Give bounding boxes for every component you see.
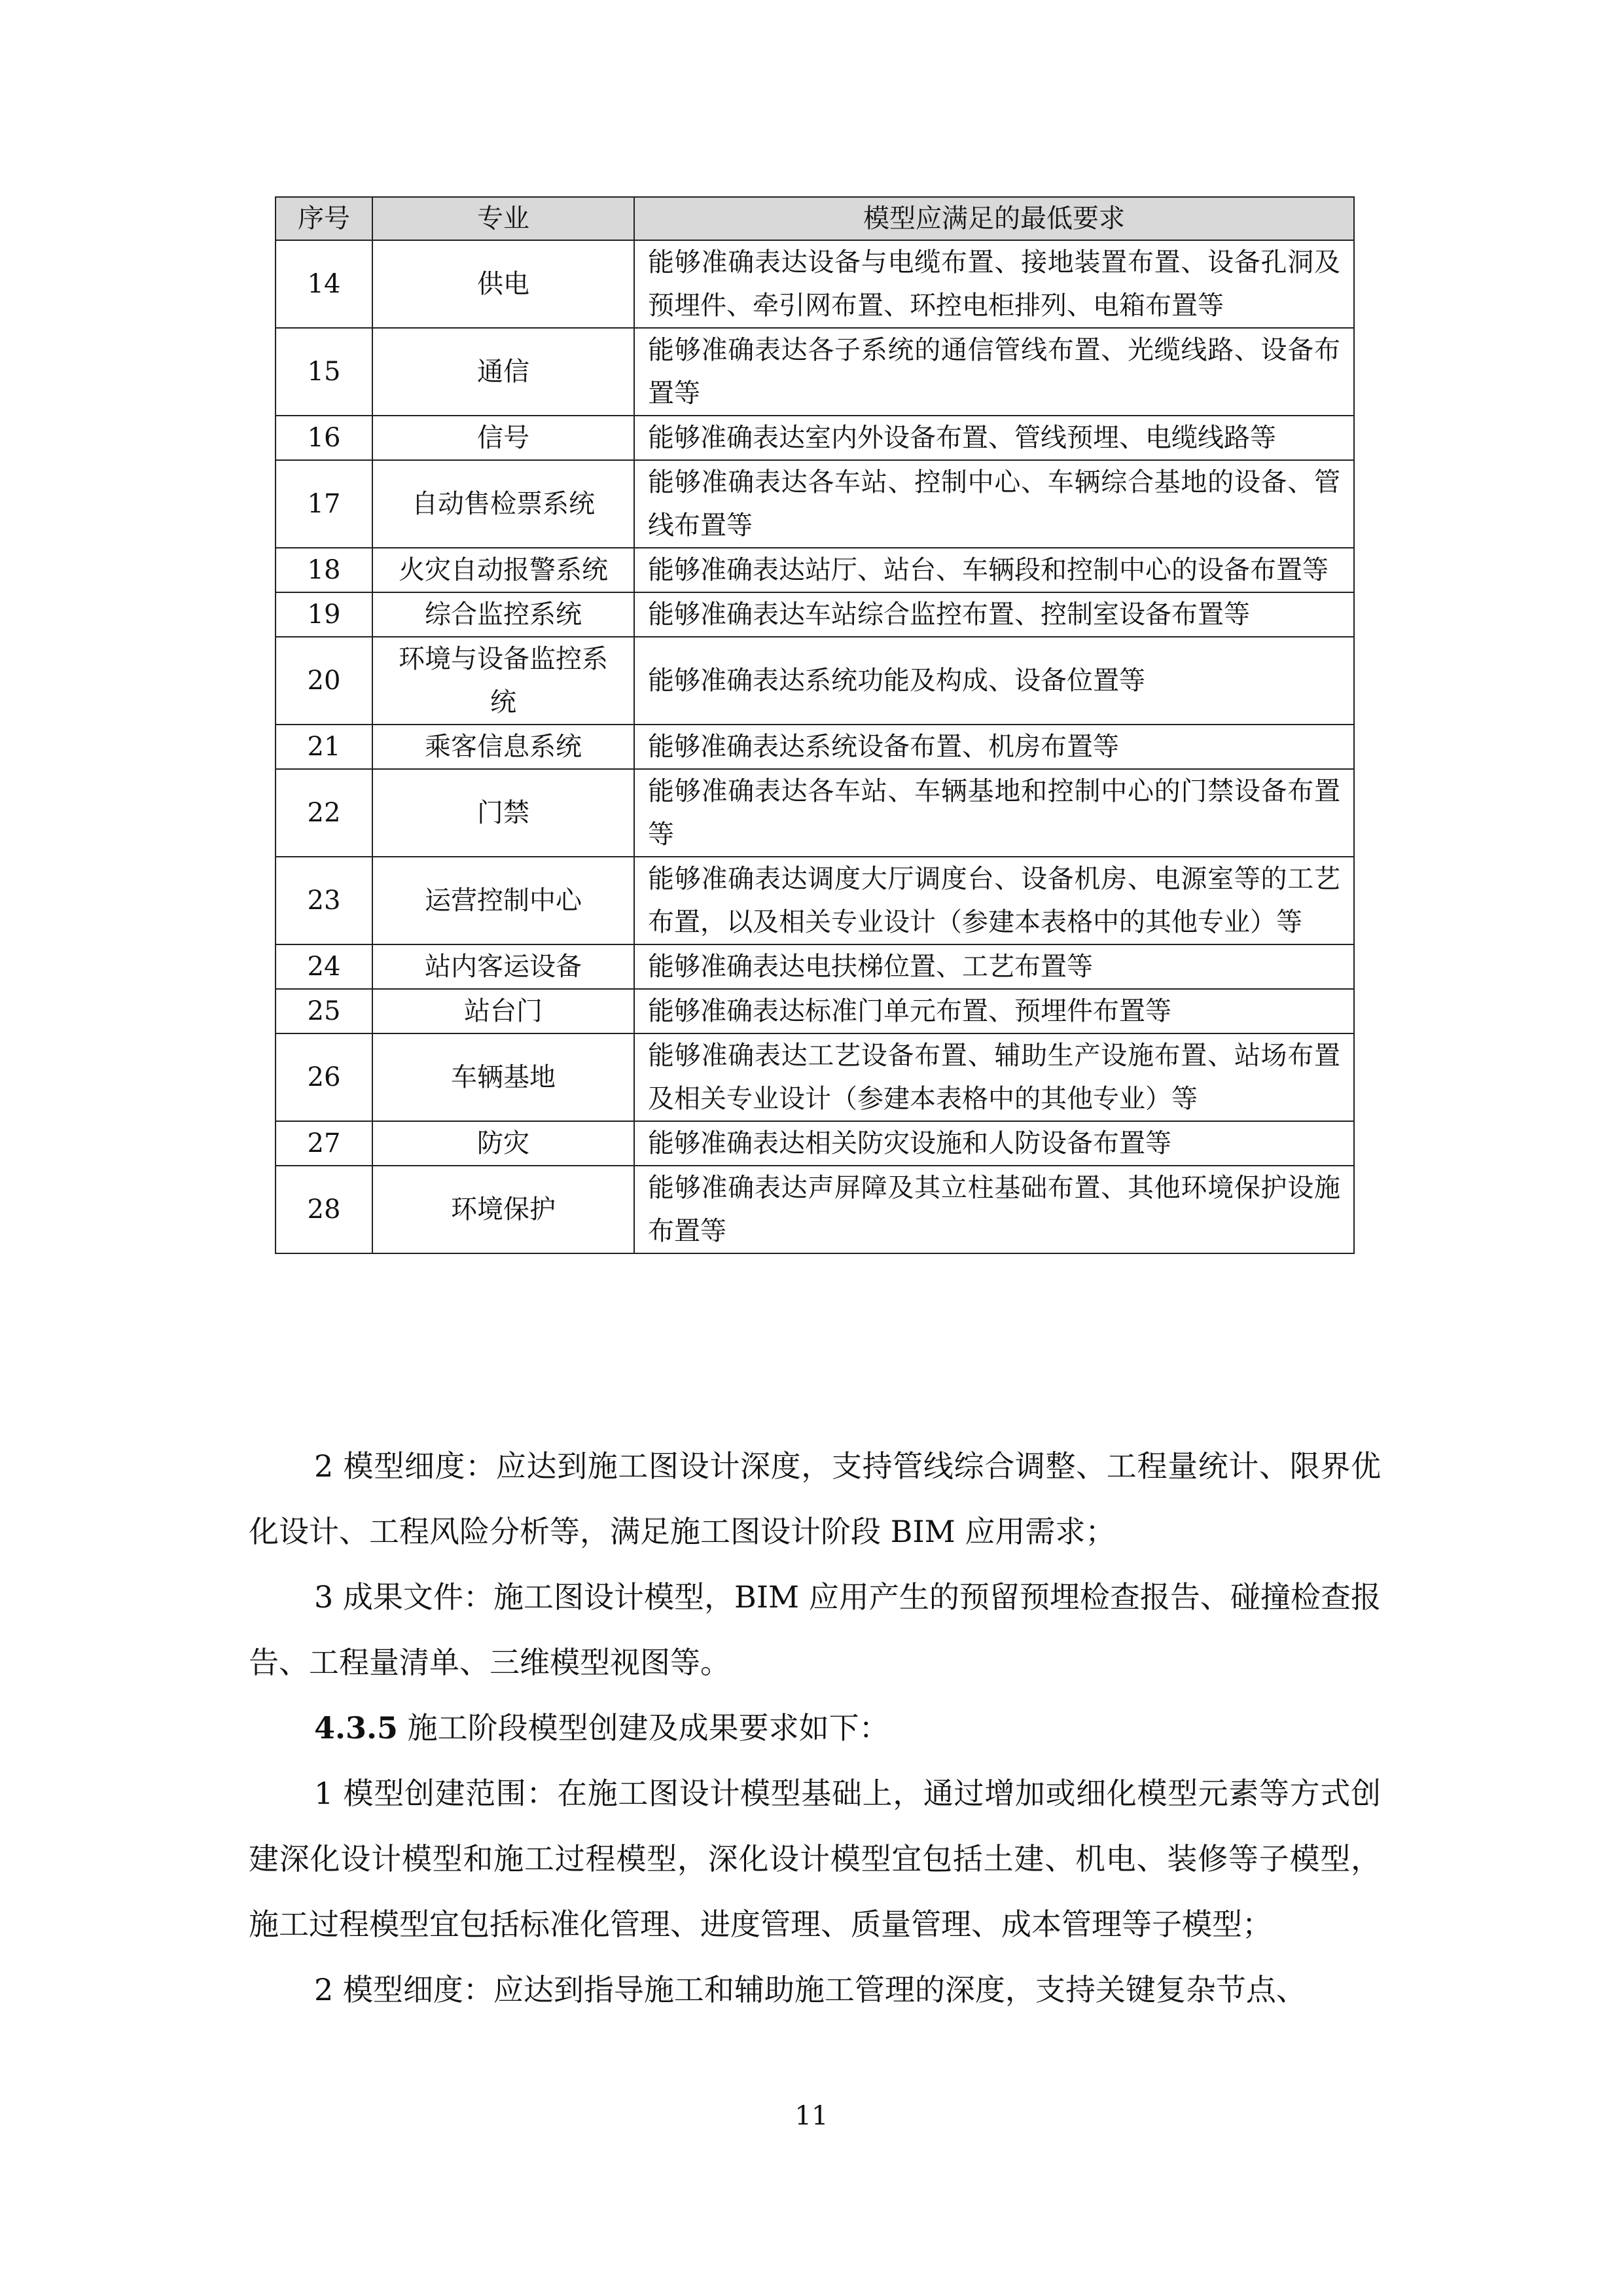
specialty-cell: 综合监控系统 [372,592,634,637]
serial-cell: 26 [276,1033,372,1121]
table-row [276,328,1354,416]
table-row [276,1033,1354,1121]
requirement-cell: 能够准确表达调度大厅调度台、设备机房、电源室等的工艺布置，以及相关专业设计（参建本表格中的其他专业）等 [634,857,1354,944]
requirement-cell: 能够准确表达各子系统的通信管线布置、光缆线路、设备布置等 [634,328,1354,416]
specialty-cell: 环境保护 [372,1166,634,1253]
specialty-cell: 供电 [372,240,634,328]
requirement-cell: 能够准确表达电扶梯位置、工艺布置等 [634,944,1354,989]
section-title: 施工阶段模型创建及成果要求如下： [398,1710,889,1746]
paragraph-section-4-3-5 [249,1695,1381,1761]
requirement-cell: 能够准确表达标准门单元布置、预埋件布置等 [634,989,1354,1033]
requirement-cell: 能够准确表达各车站、控制中心、车辆综合基地的设备、管线布置等 [634,460,1354,548]
section-number: 4.3.5 [314,1710,399,1746]
serial-cell: 25 [276,989,372,1033]
specialty-cell: 防灾 [372,1121,634,1166]
requirement-cell: 能够准确表达设备与电缆布置、接地装置布置、设备孔洞及预埋件、牵引网布置、环控电柜排列、电箱布置等 [634,240,1354,328]
requirement-cell: 能够准确表达站厅、站台、车辆段和控制中心的设备布置等 [634,548,1354,592]
specialty-cell: 乘客信息系统 [372,725,634,769]
table-row [276,769,1354,857]
table-row [276,637,1354,725]
table-row [276,944,1354,989]
serial-cell: 24 [276,944,372,989]
table-header [276,197,1354,240]
header-requirement: 模型应满足的最低要求 [634,197,1354,240]
table-row [276,857,1354,944]
table-row [276,1121,1354,1166]
serial-cell: 15 [276,328,372,416]
requirement-cell: 能够准确表达系统设备布置、机房布置等 [634,725,1354,769]
paragraph-deliverables: 3 成果文件：施工图设计模型，BIM 应用产生的预留预埋检查报告、碰撞检查报告、工程量清单、三维模型视图等。 [249,1579,1381,1680]
table-row [276,989,1354,1033]
requirements-table [275,196,1355,1254]
paragraph-model-scope: 1 模型创建范围：在施工图设计模型基础上，通过增加或细化模型元素等方式创建深化设计模型和施工过程模型，深化设计模型宜包括土建、机电、装修等子模型，施工过程模型宜包括标准化管理、进度管理、质量管理、成本管理等子模型； [249,1776,1381,1942]
header-serial: 序号 [276,197,372,240]
header-specialty: 专业 [372,197,634,240]
serial-cell: 22 [276,769,372,857]
serial-cell: 19 [276,592,372,637]
specialty-cell: 信号 [372,416,634,460]
specialty-cell: 运营控制中心 [372,857,634,944]
serial-cell: 16 [276,416,372,460]
requirement-cell: 能够准确表达室内外设备布置、管线预埋、电缆线路等 [634,416,1354,460]
specialty-cell: 通信 [372,328,634,416]
serial-cell: 14 [276,240,372,328]
specialty-cell: 站内客运设备 [372,944,634,989]
serial-cell: 28 [276,1166,372,1253]
table-row [276,725,1354,769]
requirement-cell: 能够准确表达相关防灾设施和人防设备布置等 [634,1121,1354,1166]
table-body [276,240,1354,1253]
serial-cell: 27 [276,1121,372,1166]
specialty-cell: 站台门 [372,989,634,1033]
serial-cell: 17 [276,460,372,548]
table-row [276,460,1354,548]
table-row [276,240,1354,328]
requirement-cell: 能够准确表达声屏障及其立柱基础布置、其他环境保护设施布置等 [634,1166,1354,1253]
specialty-cell: 环境与设备监控系统 [372,637,634,725]
serial-cell: 18 [276,548,372,592]
specialty-cell: 火灾自动报警系统 [372,548,634,592]
table-row [276,1166,1354,1253]
requirement-cell: 能够准确表达工艺设备布置、辅助生产设施布置、站场布置及相关专业设计（参建本表格中的其他专业）等 [634,1033,1354,1121]
serial-cell: 23 [276,857,372,944]
serial-cell: 21 [276,725,372,769]
page-number: 11 [794,2101,829,2131]
specialty-cell: 门禁 [372,769,634,857]
specialty-cell: 自动售检票系统 [372,460,634,548]
requirement-cell: 能够准确表达车站综合监控布置、控制室设备布置等 [634,592,1354,637]
paragraph-model-detail: 2 模型细度：应达到施工图设计深度，支持管线综合调整、工程量统计、限界优化设计、工程风险分析等，满足施工图设计阶段 BIM 应用需求； [249,1448,1381,1549]
serial-cell: 20 [276,637,372,725]
table-row [276,548,1354,592]
specialty-cell: 车辆基地 [372,1033,634,1121]
requirement-cell: 能够准确表达系统功能及构成、设备位置等 [634,637,1354,725]
paragraph-model-detail-construction: 2 模型细度：应达到指导施工和辅助施工管理的深度，支持关键复杂节点、 [314,1972,1306,2007]
table-row [276,416,1354,460]
requirement-cell: 能够准确表达各车站、车辆基地和控制中心的门禁设备布置等 [634,769,1354,857]
body-text [249,1433,1381,2022]
table-row [276,592,1354,637]
